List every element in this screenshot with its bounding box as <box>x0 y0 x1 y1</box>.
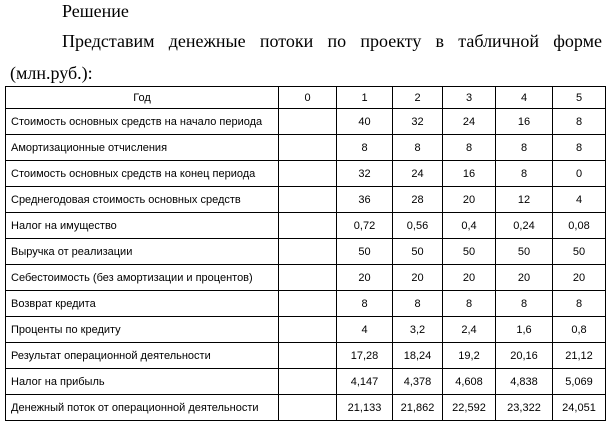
value-cell: 8 <box>337 291 393 317</box>
value-cell: 8 <box>393 291 443 317</box>
value-cell: 23,322 <box>496 395 553 421</box>
value-cell: 4,147 <box>337 369 393 395</box>
header-cell-0: 0 <box>279 87 337 109</box>
value-cell: 8 <box>496 291 553 317</box>
value-cell: 2,4 <box>443 317 496 343</box>
row-label: Результат операционной деятельности <box>6 343 279 369</box>
header-cell-5: 5 <box>553 87 606 109</box>
value-cell <box>279 187 337 213</box>
value-cell: 8 <box>443 291 496 317</box>
value-cell <box>279 317 337 343</box>
value-cell <box>279 395 337 421</box>
value-cell: 0,08 <box>553 213 606 239</box>
value-cell: 22,592 <box>443 395 496 421</box>
value-cell: 24 <box>393 161 443 187</box>
value-cell: 21,133 <box>337 395 393 421</box>
value-cell: 4 <box>337 317 393 343</box>
intro-text: Представим денежные потоки по проекту в табличной форме <box>62 31 602 51</box>
value-cell: 20 <box>337 265 393 291</box>
header-cell-3: 3 <box>443 87 496 109</box>
header-cell-4: 4 <box>496 87 553 109</box>
row-label: Амортизационные отчисления <box>6 135 279 161</box>
value-cell <box>279 135 337 161</box>
value-cell: 4 <box>553 187 606 213</box>
value-cell <box>279 369 337 395</box>
value-cell: 0,56 <box>393 213 443 239</box>
value-cell: 0,4 <box>443 213 496 239</box>
value-cell: 20,16 <box>496 343 553 369</box>
value-cell: 0,8 <box>553 317 606 343</box>
value-cell: 4,608 <box>443 369 496 395</box>
value-cell: 28 <box>393 187 443 213</box>
value-cell <box>279 291 337 317</box>
value-cell: 8 <box>337 135 393 161</box>
value-cell: 32 <box>337 161 393 187</box>
value-cell <box>279 213 337 239</box>
row-label: Проценты по кредиту <box>6 317 279 343</box>
table-row <box>6 343 606 369</box>
table-row <box>6 135 606 161</box>
cash-flow-table <box>5 86 606 421</box>
value-cell: 5,069 <box>553 369 606 395</box>
row-label: Среднегодовая стоимость основных средств <box>6 187 279 213</box>
row-label: Денежный поток от операционной деятельности <box>6 395 279 421</box>
table-row <box>6 109 606 135</box>
table-row <box>6 291 606 317</box>
intro-units: (млн.руб.): <box>10 63 93 83</box>
header-cell-1: 1 <box>337 87 393 109</box>
value-cell: 8 <box>443 135 496 161</box>
value-cell <box>279 109 337 135</box>
value-cell: 21,862 <box>393 395 443 421</box>
value-cell: 8 <box>496 135 553 161</box>
value-cell: 50 <box>553 239 606 265</box>
value-cell: 8 <box>553 291 606 317</box>
table-row <box>6 395 606 421</box>
row-label: Стоимость основных средств на конец периода <box>6 161 279 187</box>
value-cell <box>279 265 337 291</box>
value-cell: 36 <box>337 187 393 213</box>
value-cell: 12 <box>496 187 553 213</box>
value-cell: 0,72 <box>337 213 393 239</box>
value-cell: 50 <box>337 239 393 265</box>
header-cell-year: Год <box>6 87 279 109</box>
value-cell: 20 <box>553 265 606 291</box>
value-cell <box>279 239 337 265</box>
section-heading: Решение <box>62 1 129 21</box>
value-cell: 4,838 <box>496 369 553 395</box>
row-label: Себестоимость (без амортизации и процентов) <box>6 265 279 291</box>
value-cell: 8 <box>553 109 606 135</box>
value-cell: 24,051 <box>553 395 606 421</box>
value-cell: 19,2 <box>443 343 496 369</box>
value-cell: 50 <box>443 239 496 265</box>
value-cell <box>279 161 337 187</box>
row-label: Возврат кредита <box>6 291 279 317</box>
value-cell: 16 <box>443 161 496 187</box>
table-header-row <box>6 87 606 109</box>
value-cell: 8 <box>393 135 443 161</box>
table-row <box>6 187 606 213</box>
value-cell: 0 <box>553 161 606 187</box>
value-cell: 20 <box>443 187 496 213</box>
table-row <box>6 213 606 239</box>
value-cell: 50 <box>393 239 443 265</box>
value-cell: 20 <box>443 265 496 291</box>
value-cell: 40 <box>337 109 393 135</box>
value-cell: 8 <box>496 161 553 187</box>
value-cell: 18,24 <box>393 343 443 369</box>
row-label: Выручка от реализации <box>6 239 279 265</box>
value-cell: 20 <box>393 265 443 291</box>
value-cell: 50 <box>496 239 553 265</box>
table-row <box>6 239 606 265</box>
value-cell: 16 <box>496 109 553 135</box>
value-cell: 21,12 <box>553 343 606 369</box>
value-cell: 20 <box>496 265 553 291</box>
table-row <box>6 369 606 395</box>
value-cell: 32 <box>393 109 443 135</box>
header-cell-2: 2 <box>393 87 443 109</box>
row-label: Налог на имущество <box>6 213 279 239</box>
row-label: Стоимость основных средств на начало периода <box>6 109 279 135</box>
value-cell: 1,6 <box>496 317 553 343</box>
value-cell: 24 <box>443 109 496 135</box>
value-cell: 3,2 <box>393 317 443 343</box>
value-cell <box>279 343 337 369</box>
table-row <box>6 317 606 343</box>
value-cell: 17,28 <box>337 343 393 369</box>
value-cell: 0,24 <box>496 213 553 239</box>
value-cell: 4,378 <box>393 369 443 395</box>
table-row <box>6 161 606 187</box>
value-cell: 8 <box>553 135 606 161</box>
table-row <box>6 265 606 291</box>
row-label: Налог на прибыль <box>6 369 279 395</box>
